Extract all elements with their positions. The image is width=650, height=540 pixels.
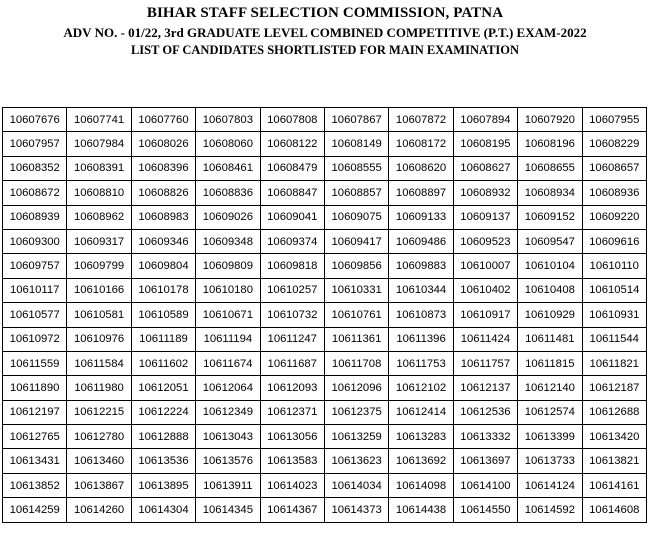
roll-number-cell: 10608897 (389, 181, 453, 205)
roll-number-cell: 10607894 (453, 108, 517, 132)
roll-number-cell: 10612140 (518, 376, 582, 400)
roll-number-cell: 10608932 (453, 181, 517, 205)
roll-number-cell: 10608026 (131, 132, 195, 156)
roll-number-cell: 10607676 (3, 108, 67, 132)
roll-number-cell: 10607920 (518, 108, 582, 132)
roll-number-cell: 10610257 (260, 278, 324, 302)
roll-number-cell: 10608962 (67, 205, 131, 229)
roll-number-cell: 10608060 (196, 132, 260, 156)
roll-number-cell: 10613431 (3, 449, 67, 473)
roll-number-cell: 10608391 (67, 156, 131, 180)
table-row (3, 205, 647, 229)
table-row (3, 425, 647, 449)
roll-number-cell: 10612371 (260, 400, 324, 424)
roll-number-cell: 10610166 (67, 278, 131, 302)
table-row (3, 473, 647, 497)
roll-number-cell: 10611584 (67, 351, 131, 375)
roll-number-cell: 10609317 (67, 229, 131, 253)
advertisement-title: ADV NO. - 01/22, 3rd GRADUATE LEVEL COMBINED COMPETITIVE (P.T.) EXAM-2022 (63, 25, 587, 40)
roll-number-cell: 10610577 (3, 303, 67, 327)
roll-number-cell: 10608396 (131, 156, 195, 180)
roll-number-cell: 10612064 (196, 376, 260, 400)
roll-number-cell: 10614260 (67, 498, 131, 522)
roll-number-cell: 10613852 (3, 473, 67, 497)
roll-number-cell: 10609026 (196, 205, 260, 229)
roll-number-cell: 10613576 (196, 449, 260, 473)
roll-number-cell: 10611757 (453, 351, 517, 375)
roll-number-cell: 10609374 (260, 229, 324, 253)
roll-number-cell: 10610917 (453, 303, 517, 327)
roll-number-cell: 10608479 (260, 156, 324, 180)
roll-number-cell: 10614550 (453, 498, 517, 522)
roll-number-cell: 10607808 (260, 108, 324, 132)
roll-number-cell: 10610180 (196, 278, 260, 302)
roll-number-cell: 10611890 (3, 376, 67, 400)
roll-number-cell: 10608352 (3, 156, 67, 180)
table-row (3, 303, 647, 327)
roll-number-cell: 10609809 (196, 254, 260, 278)
roll-number-cell: 10612414 (389, 400, 453, 424)
roll-number-cell: 10608936 (582, 181, 646, 205)
roll-number-cell: 10613283 (389, 425, 453, 449)
list-title: LIST OF CANDIDATES SHORTLISTED FOR MAIN EXAMINATION (130, 43, 520, 57)
roll-number-cell: 10610408 (518, 278, 582, 302)
roll-number-cell: 10611424 (453, 327, 517, 351)
roll-number-cell: 10609133 (389, 205, 453, 229)
roll-number-cell: 10613056 (260, 425, 324, 449)
roll-number-cell: 10609220 (582, 205, 646, 229)
roll-number-cell: 10609757 (3, 254, 67, 278)
roll-number-cell: 10612688 (582, 400, 646, 424)
commission-title: BIHAR STAFF SELECTION COMMISSION, PATNA (146, 5, 504, 21)
roll-number-cell: 10613332 (453, 425, 517, 449)
roll-number-cell: 10611602 (131, 351, 195, 375)
roll-number-table-body (3, 108, 647, 523)
roll-number-cell: 10608672 (3, 181, 67, 205)
roll-number-cell: 10610344 (389, 278, 453, 302)
table-row (3, 181, 647, 205)
roll-number-cell: 10611559 (3, 351, 67, 375)
roll-number-cell: 10614161 (582, 473, 646, 497)
roll-number-cell: 10610589 (131, 303, 195, 327)
roll-number-cell: 10614259 (3, 498, 67, 522)
roll-number-cell: 10612187 (582, 376, 646, 400)
roll-number-cell: 10614367 (260, 498, 324, 522)
roll-number-cell: 10610104 (518, 254, 582, 278)
roll-number-cell: 10613420 (582, 425, 646, 449)
roll-number-cell: 10608810 (67, 181, 131, 205)
roll-number-cell: 10609804 (131, 254, 195, 278)
roll-number-cell: 10610761 (324, 303, 388, 327)
table-row (3, 156, 647, 180)
roll-number-cell: 10608939 (3, 205, 67, 229)
roll-number-cell: 10610972 (3, 327, 67, 351)
roll-number-cell: 10608983 (131, 205, 195, 229)
roll-number-cell: 10607741 (67, 108, 131, 132)
roll-number-cell: 10614608 (582, 498, 646, 522)
roll-number-cell: 10610117 (3, 278, 67, 302)
roll-number-cell: 10607984 (67, 132, 131, 156)
roll-number-cell: 10612197 (3, 400, 67, 424)
roll-number-cell: 10610873 (389, 303, 453, 327)
roll-number-cell: 10611396 (389, 327, 453, 351)
roll-number-cell: 10608196 (518, 132, 582, 156)
roll-number-cell: 10614373 (324, 498, 388, 522)
table-row (3, 108, 647, 132)
roll-number-cell: 10614100 (453, 473, 517, 497)
roll-number-cell: 10608172 (389, 132, 453, 156)
roll-number-cell: 10608836 (196, 181, 260, 205)
roll-number-cell: 10608934 (518, 181, 582, 205)
roll-number-cell: 10608627 (453, 156, 517, 180)
roll-number-cell: 10610732 (260, 303, 324, 327)
roll-number-cell: 10613821 (582, 449, 646, 473)
table-row (3, 254, 647, 278)
roll-number-cell: 10611189 (131, 327, 195, 351)
roll-number-cell: 10609152 (518, 205, 582, 229)
roll-number-cell: 10610331 (324, 278, 388, 302)
roll-number-cell: 10612102 (389, 376, 453, 400)
roll-number-cell: 10613460 (67, 449, 131, 473)
roll-number-cell: 10614098 (389, 473, 453, 497)
roll-number-cell: 10610402 (453, 278, 517, 302)
roll-number-cell: 10612375 (324, 400, 388, 424)
roll-number-cell: 10614124 (518, 473, 582, 497)
roll-number-cell: 10610671 (196, 303, 260, 327)
roll-number-cell: 10609547 (518, 229, 582, 253)
roll-number-cell: 10607760 (131, 108, 195, 132)
roll-number-cell: 10607803 (196, 108, 260, 132)
roll-number-cell: 10614345 (196, 498, 260, 522)
roll-number-cell: 10608826 (131, 181, 195, 205)
roll-number-cell: 10609799 (67, 254, 131, 278)
roll-number-cell: 10609417 (324, 229, 388, 253)
roll-number-cell: 10613692 (389, 449, 453, 473)
roll-number-cell: 10610178 (131, 278, 195, 302)
roll-number-cell: 10608555 (324, 156, 388, 180)
roll-number-cell: 10609300 (3, 229, 67, 253)
roll-number-cell: 10608847 (260, 181, 324, 205)
roll-number-cell: 10612215 (67, 400, 131, 424)
table-row (3, 400, 647, 424)
table-row (3, 498, 647, 522)
roll-number-cell: 10609818 (260, 254, 324, 278)
roll-number-cell: 10611194 (196, 327, 260, 351)
roll-number-cell: 10612051 (131, 376, 195, 400)
roll-number-cell: 10613895 (131, 473, 195, 497)
roll-number-cell: 10607955 (582, 108, 646, 132)
roll-number-cell: 10612536 (453, 400, 517, 424)
roll-number-cell: 10614304 (131, 498, 195, 522)
roll-number-cell: 10613399 (518, 425, 582, 449)
roll-number-cell: 10610110 (582, 254, 646, 278)
roll-number-cell: 10608229 (582, 132, 646, 156)
roll-number-cell: 10609616 (582, 229, 646, 253)
roll-number-cell: 10609856 (324, 254, 388, 278)
roll-number-cell: 10614023 (260, 473, 324, 497)
roll-number-cell: 10614034 (324, 473, 388, 497)
table-row (3, 229, 647, 253)
roll-number-cell: 10611815 (518, 351, 582, 375)
roll-number-cell: 10608149 (324, 132, 388, 156)
roll-number-cell: 10610007 (453, 254, 517, 278)
roll-number-cell: 10610514 (582, 278, 646, 302)
roll-number-cell: 10608657 (582, 156, 646, 180)
roll-number-cell: 10612888 (131, 425, 195, 449)
roll-number-cell: 10612574 (518, 400, 582, 424)
roll-number-cell: 10611674 (196, 351, 260, 375)
roll-number-cell: 10613867 (67, 473, 131, 497)
table-row (3, 327, 647, 351)
roll-number-cell: 10611361 (324, 327, 388, 351)
roll-number-cell: 10613259 (324, 425, 388, 449)
roll-number-cell: 10613733 (518, 449, 582, 473)
roll-number-cell: 10609486 (389, 229, 453, 253)
roll-number-cell: 10612780 (67, 425, 131, 449)
roll-number-cell: 10611980 (67, 376, 131, 400)
roll-number-cell: 10608620 (389, 156, 453, 180)
roll-number-cell: 10607957 (3, 132, 67, 156)
roll-number-cell: 10611247 (260, 327, 324, 351)
roll-number-cell: 10612096 (324, 376, 388, 400)
roll-number-cell: 10609523 (453, 229, 517, 253)
roll-number-cell: 10614438 (389, 498, 453, 522)
roll-number-cell: 10610929 (518, 303, 582, 327)
roll-number-cell: 10608655 (518, 156, 582, 180)
roll-number-cell: 10613536 (131, 449, 195, 473)
document-header (0, 4, 650, 59)
roll-number-cell: 10611821 (582, 351, 646, 375)
roll-number-cell: 10607872 (389, 108, 453, 132)
roll-number-cell: 10614592 (518, 498, 582, 522)
roll-number-cell: 10609883 (389, 254, 453, 278)
table-row (3, 376, 647, 400)
roll-number-cell: 10610976 (67, 327, 131, 351)
roll-number-cell: 10612137 (453, 376, 517, 400)
roll-number-cell: 10613623 (324, 449, 388, 473)
roll-number-cell: 10613911 (196, 473, 260, 497)
roll-number-cell: 10608461 (196, 156, 260, 180)
roll-number-cell: 10608857 (324, 181, 388, 205)
roll-number-cell: 10612093 (260, 376, 324, 400)
roll-number-cell: 10611753 (389, 351, 453, 375)
roll-number-cell: 10611708 (324, 351, 388, 375)
roll-number-cell: 10611687 (260, 351, 324, 375)
roll-number-cell: 10612224 (131, 400, 195, 424)
roll-number-cell: 10610931 (582, 303, 646, 327)
roll-number-table (2, 107, 647, 523)
roll-number-cell: 10611544 (582, 327, 646, 351)
roll-number-cell: 10608195 (453, 132, 517, 156)
roll-number-cell: 10607867 (324, 108, 388, 132)
table-row (3, 449, 647, 473)
roll-number-cell: 10610581 (67, 303, 131, 327)
roll-number-cell: 10612765 (3, 425, 67, 449)
roll-number-cell: 10611481 (518, 327, 582, 351)
roll-number-cell: 10612349 (196, 400, 260, 424)
roll-number-cell: 10613697 (453, 449, 517, 473)
roll-number-cell: 10609346 (131, 229, 195, 253)
roll-number-cell: 10609137 (453, 205, 517, 229)
table-row (3, 278, 647, 302)
roll-number-cell: 10608122 (260, 132, 324, 156)
roll-number-cell: 10609075 (324, 205, 388, 229)
roll-number-cell: 10609041 (260, 205, 324, 229)
roll-number-cell: 10613583 (260, 449, 324, 473)
roll-number-cell: 10609348 (196, 229, 260, 253)
roll-number-cell: 10613043 (196, 425, 260, 449)
table-row (3, 351, 647, 375)
table-row (3, 132, 647, 156)
